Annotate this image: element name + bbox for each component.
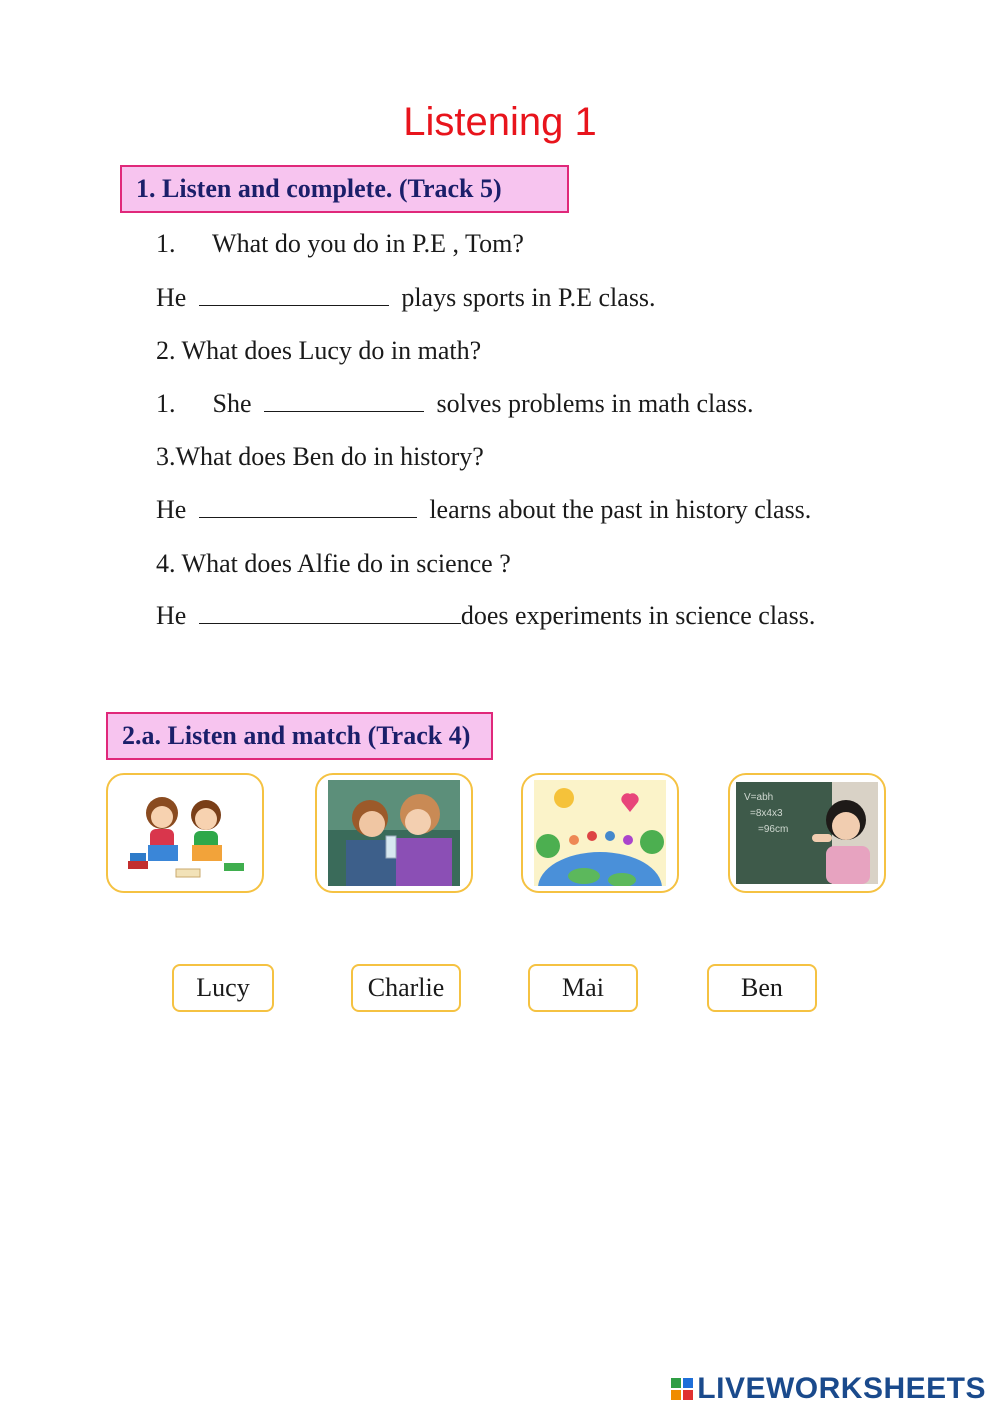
answer-4 — [156, 600, 815, 632]
question-3 — [156, 441, 484, 473]
answer-1-start: He — [156, 283, 187, 312]
girl-blackboard-icon — [736, 782, 878, 884]
name-box-charlie[interactable]: Charlie — [351, 964, 461, 1012]
liveworksheets-logo-icon — [671, 1378, 693, 1400]
question-1-text: What do you do in P.E , Tom? — [212, 229, 524, 258]
answer-3-start: He — [156, 495, 187, 524]
section1-heading: 1. Listen and complete. (Track 5) — [120, 165, 569, 213]
question-4-text: 4. What does Alfie do in science ? — [156, 549, 511, 578]
picture-card-4[interactable] — [728, 773, 886, 893]
answer-4-blank[interactable] — [199, 601, 461, 624]
answer-1-blank[interactable] — [199, 283, 389, 306]
footer-brand-text: LIVEWORKSHEETS — [697, 1372, 986, 1405]
name-box-mai[interactable]: Mai — [528, 964, 638, 1012]
answer-2-number: 1. — [156, 389, 176, 418]
answer-3 — [156, 494, 811, 526]
answer-2-blank[interactable] — [264, 389, 424, 412]
question-2-text: 2. What does Lucy do in math? — [156, 336, 482, 365]
answer-2 — [156, 388, 754, 420]
picture-card-1[interactable] — [106, 773, 264, 893]
question-4 — [156, 548, 511, 580]
svg-text:V=abh: V=abh — [744, 792, 774, 803]
picture-card-3[interactable] — [521, 773, 679, 893]
name-box-lucy[interactable]: Lucy — [172, 964, 274, 1012]
name-box-ben[interactable]: Ben — [707, 964, 817, 1012]
students-experiment-icon — [328, 780, 460, 886]
page-title: Listening 1 — [403, 100, 597, 144]
answer-4-start: He — [156, 601, 187, 630]
answer-2-start: She — [212, 389, 252, 418]
question-2 — [156, 335, 481, 367]
question-1-number: 1. — [156, 229, 176, 258]
answer-3-blank[interactable] — [199, 495, 417, 518]
question-3-text: 3.What does Ben do in history? — [156, 442, 484, 471]
world-drawing-icon — [534, 780, 666, 886]
answer-4-end: does experiments in science class. — [460, 601, 816, 630]
footer-brand — [671, 1372, 986, 1406]
svg-text:=8x4x3: =8x4x3 — [750, 808, 783, 819]
picture-card-2[interactable] — [315, 773, 473, 893]
section2-heading: 2.a. Listen and match (Track 4) — [106, 712, 493, 760]
answer-3-end: learns about the past in history class. — [429, 495, 812, 524]
answer-1 — [156, 282, 656, 314]
answer-2-end: solves problems in math class. — [436, 389, 754, 418]
question-1 — [156, 228, 524, 260]
answer-1-end: plays sports in P.E class. — [401, 283, 656, 312]
svg-text:=96cm: =96cm — [758, 824, 789, 835]
children-reading-icon — [120, 783, 250, 883]
